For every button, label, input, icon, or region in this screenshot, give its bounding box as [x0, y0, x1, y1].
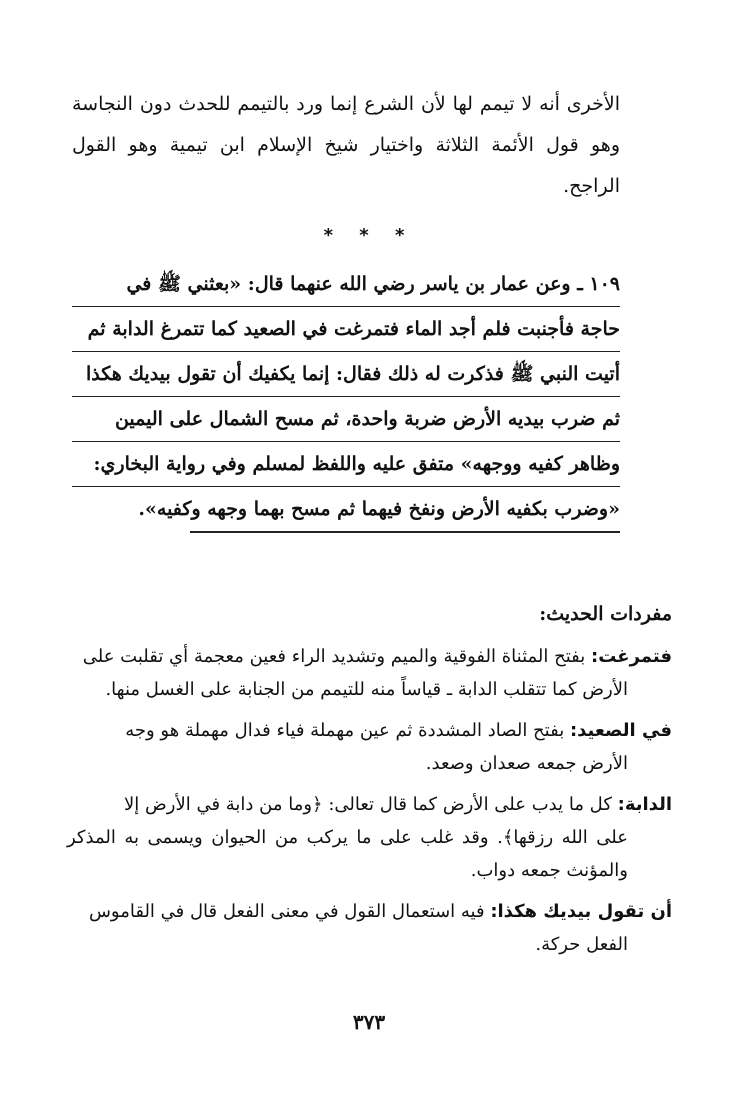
hadith-line: وظاهر كفيه ووجهه» متفق عليه واللفظ لمسلم وفي رواية البخاري:: [72, 442, 620, 487]
vocab-definition: بفتح الصاد المشددة ثم عين مهملة فياء فدال مهملة هو وجه: [125, 720, 565, 741]
intro-paragraph: [72, 84, 620, 207]
vocab-definition-cont: الأرض كما تتقلب الدابة ـ قياساً منه للتيمم من الجنابة على الغسل منها.: [105, 679, 628, 700]
hadith-line: حاجة فأجنبت فلم أجد الماء فتمرغت في الصعيد كما تتمرغ الدابة ثم: [72, 307, 620, 352]
vocab-term: أن تقول بيديك هكذا:: [490, 901, 672, 922]
vocab-entry: [67, 640, 672, 706]
intro-line: وهو قول الأئمة الثلاثة واختيار شيخ الإسلام ابن تيمية وهو القول: [72, 134, 620, 156]
hadith-line: أتيت النبي ﷺ فذكرت له ذلك فقال: إنما يكفيك أن تقول بيديك هكذا: [72, 352, 620, 397]
vocab-definition: كل ما يدب على الأرض كما قال تعالى: ﴿وما من دابة في الأرض إلا: [124, 794, 612, 815]
hadith-line: ١٠٩ ـ وعن عمار بن ياسر رضي الله عنهما قال: «بعثني ﷺ في: [72, 262, 620, 307]
vocab-definition-cont: الفعل حركة.: [535, 934, 628, 955]
intro-line: الراجح.: [563, 175, 620, 197]
vocab-term: الدابة:: [617, 794, 672, 815]
vocab-list: [67, 640, 672, 969]
hadith-text: [72, 262, 620, 533]
hadith-line: «وضرب بكفيه الأرض ونفخ فيهما ثم مسح بهما وجهه وكفيه».: [190, 487, 620, 533]
vocab-title: مفردات الحديث:: [539, 603, 672, 625]
vocab-term: فتمرغت:: [591, 646, 672, 667]
intro-line: الأخرى أنه لا تيمم لها لأن الشرع إنما ورد بالتيمم للحدث دون النجاسة: [72, 93, 620, 115]
vocab-term: في الصعيد:: [569, 720, 672, 741]
vocab-entry: [67, 895, 672, 961]
vocab-definition: بفتح المثناة الفوقية والميم وتشديد الراء فعين معجمة أي تقلبت على: [82, 646, 586, 667]
page-number: ٣٧٣: [352, 1010, 386, 1034]
section-separator: * * *: [323, 225, 415, 246]
vocab-entry: [67, 788, 672, 887]
vocab-definition: فيه استعمال القول في معنى الفعل قال في القاموس: [88, 901, 485, 922]
vocab-definition-cont: الأرض جمعه صعدان وصعد.: [425, 753, 628, 774]
vocab-entry: [67, 714, 672, 780]
hadith-line: ثم ضرب بيديه الأرض ضربة واحدة، ثم مسح الشمال على اليمين: [72, 397, 620, 442]
vocab-definition-cont: على الله رزقها﴾. وقد غلب على ما يركب من الحيوان ويسمى به المذكر والمؤنث جمعه دواب.: [67, 827, 628, 881]
